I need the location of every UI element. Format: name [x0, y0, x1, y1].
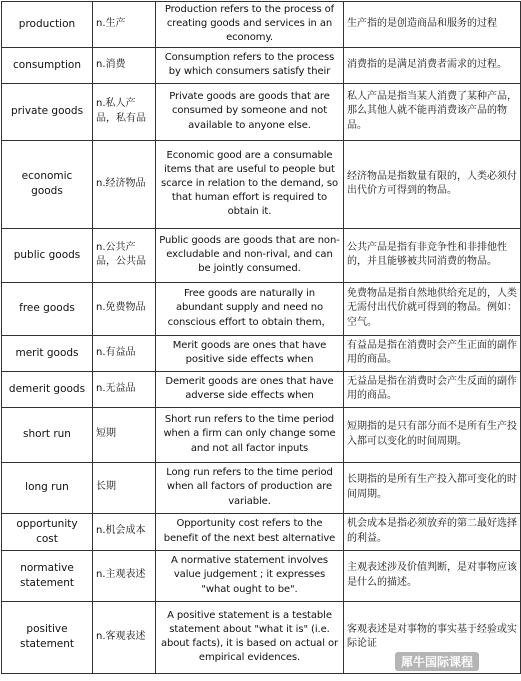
table-row: [2, 83, 521, 140]
chinese-definition-cell: 长期指的是所有生产投入都可变化的时间周期。: [344, 462, 521, 513]
chinese-definition-cell: 经济物品是指数量有限的，人类必须付出代价方可得到的物品。: [344, 140, 521, 228]
chinese-definition-cell: 客观表述是对事物的事实基于经验或实际论证: [344, 601, 521, 673]
chinese-definition-cell: 免费物品是指自然地供给充足的，人类无需付出代价就可得到的物品。例如：空气。: [344, 282, 521, 335]
term-cell: long run: [2, 462, 93, 513]
english-definition-cell: A normative statement involves value judgement ; it expresses "what ought to be".: [156, 550, 344, 601]
term-cell: economic goods: [2, 140, 93, 228]
table-row: [2, 407, 521, 462]
chinese-definition-cell: 消费指的是满足消费者需求的过程。: [344, 47, 521, 83]
english-definition-cell: Economic good are a consumable items that are useful to people but scarce in relation to the demand, so that human effort is required to obtain it.: [156, 140, 344, 228]
term-cell: consumption: [2, 47, 93, 83]
term-cell: short run: [2, 407, 93, 462]
table-row: [2, 140, 521, 228]
english-definition-cell: Private goods are goods that are consumed by someone and not available to anyone else.: [156, 83, 344, 140]
english-definition-cell: Short run refers to the time period when a firm can only change some and not all factor inputs: [156, 407, 344, 462]
english-definition-cell: Merit goods are ones that have positive side effects when: [156, 335, 344, 371]
table-row: [2, 2, 521, 48]
chinese-term-cell: n.私人产品，私有品: [93, 83, 156, 140]
english-definition-cell: Demerit goods are ones that have adverse side effects when: [156, 371, 344, 407]
chinese-term-cell: n.免费物品: [93, 282, 156, 335]
english-definition-cell: Production refers to the process of creating goods and services in an economy.: [156, 2, 344, 48]
english-definition-cell: Public goods are goods that are non-excludable and non-rival, and can be jointly consumed.: [156, 228, 344, 282]
table-row: [2, 335, 521, 371]
term-cell: positive statement: [2, 601, 93, 673]
table-row: [2, 513, 521, 550]
chinese-term-cell: n.有益品: [93, 335, 156, 371]
english-definition-cell: A positive statement is a testable statement about "what it is" (i.e. about facts), it is based on actual or empirical evidences.: [156, 601, 344, 673]
table-row: [2, 228, 521, 282]
english-definition-cell: Opportunity cost refers to the benefit of the next best alternative: [156, 513, 344, 550]
glossary-table: [1, 1, 521, 674]
chinese-term-cell: 长期: [93, 462, 156, 513]
english-definition-cell: Free goods are naturally in abundant supply and need no conscious effort to obtain them，: [156, 282, 344, 335]
table-row: [2, 550, 521, 601]
table-row: [2, 371, 521, 407]
chinese-term-cell: 短期: [93, 407, 156, 462]
term-cell: free goods: [2, 282, 93, 335]
chinese-definition-cell: 无益品是指在消费时会产生反面的副作用的商品。: [344, 371, 521, 407]
chinese-definition-cell: 主观表述涉及价值判断，是对事物应该是什么的描述。: [344, 550, 521, 601]
term-cell: normative statement: [2, 550, 93, 601]
term-cell: private goods: [2, 83, 93, 140]
term-cell: merit goods: [2, 335, 93, 371]
term-cell: demerit goods: [2, 371, 93, 407]
chinese-term-cell: n.主观表述: [93, 550, 156, 601]
chinese-definition-cell: 机会成本是指必须放弃的第二最好选择的利益。: [344, 513, 521, 550]
chinese-term-cell: n.消费: [93, 47, 156, 83]
table-row: [2, 282, 521, 335]
chinese-definition-cell: 短期指的是只有部分而不是所有生产投入都可以变化的时间周期。: [344, 407, 521, 462]
chinese-term-cell: n.公共产品，公共品: [93, 228, 156, 282]
chinese-term-cell: n.客观表述: [93, 601, 156, 673]
chinese-term-cell: n.无益品: [93, 371, 156, 407]
english-definition-cell: Consumption refers to the process by which consumers satisfy their: [156, 47, 344, 83]
chinese-term-cell: n.生产: [93, 2, 156, 48]
chinese-definition-cell: 有益品是指在消费时会产生正面的副作用的商品。: [344, 335, 521, 371]
english-definition-cell: Long run refers to the time period when all factors of production are variable.: [156, 462, 344, 513]
chinese-definition-cell: 公共产品是指有非竞争性和非排他性的，并且能够被共同消费的物品。: [344, 228, 521, 282]
table-row: [2, 462, 521, 513]
table-row: [2, 47, 521, 83]
term-cell: opportunity cost: [2, 513, 93, 550]
term-cell: public goods: [2, 228, 93, 282]
chinese-definition-cell: 生产指的是创造商品和服务的过程: [344, 2, 521, 48]
watermark: 犀牛国际课程: [395, 652, 479, 671]
chinese-term-cell: n.机会成本: [93, 513, 156, 550]
chinese-definition-cell: 私人产品是指当某人消费了某种产品，那么其他人就不能再消费该产品的物品。: [344, 83, 521, 140]
chinese-term-cell: n.经济物品: [93, 140, 156, 228]
term-cell: production: [2, 2, 93, 48]
